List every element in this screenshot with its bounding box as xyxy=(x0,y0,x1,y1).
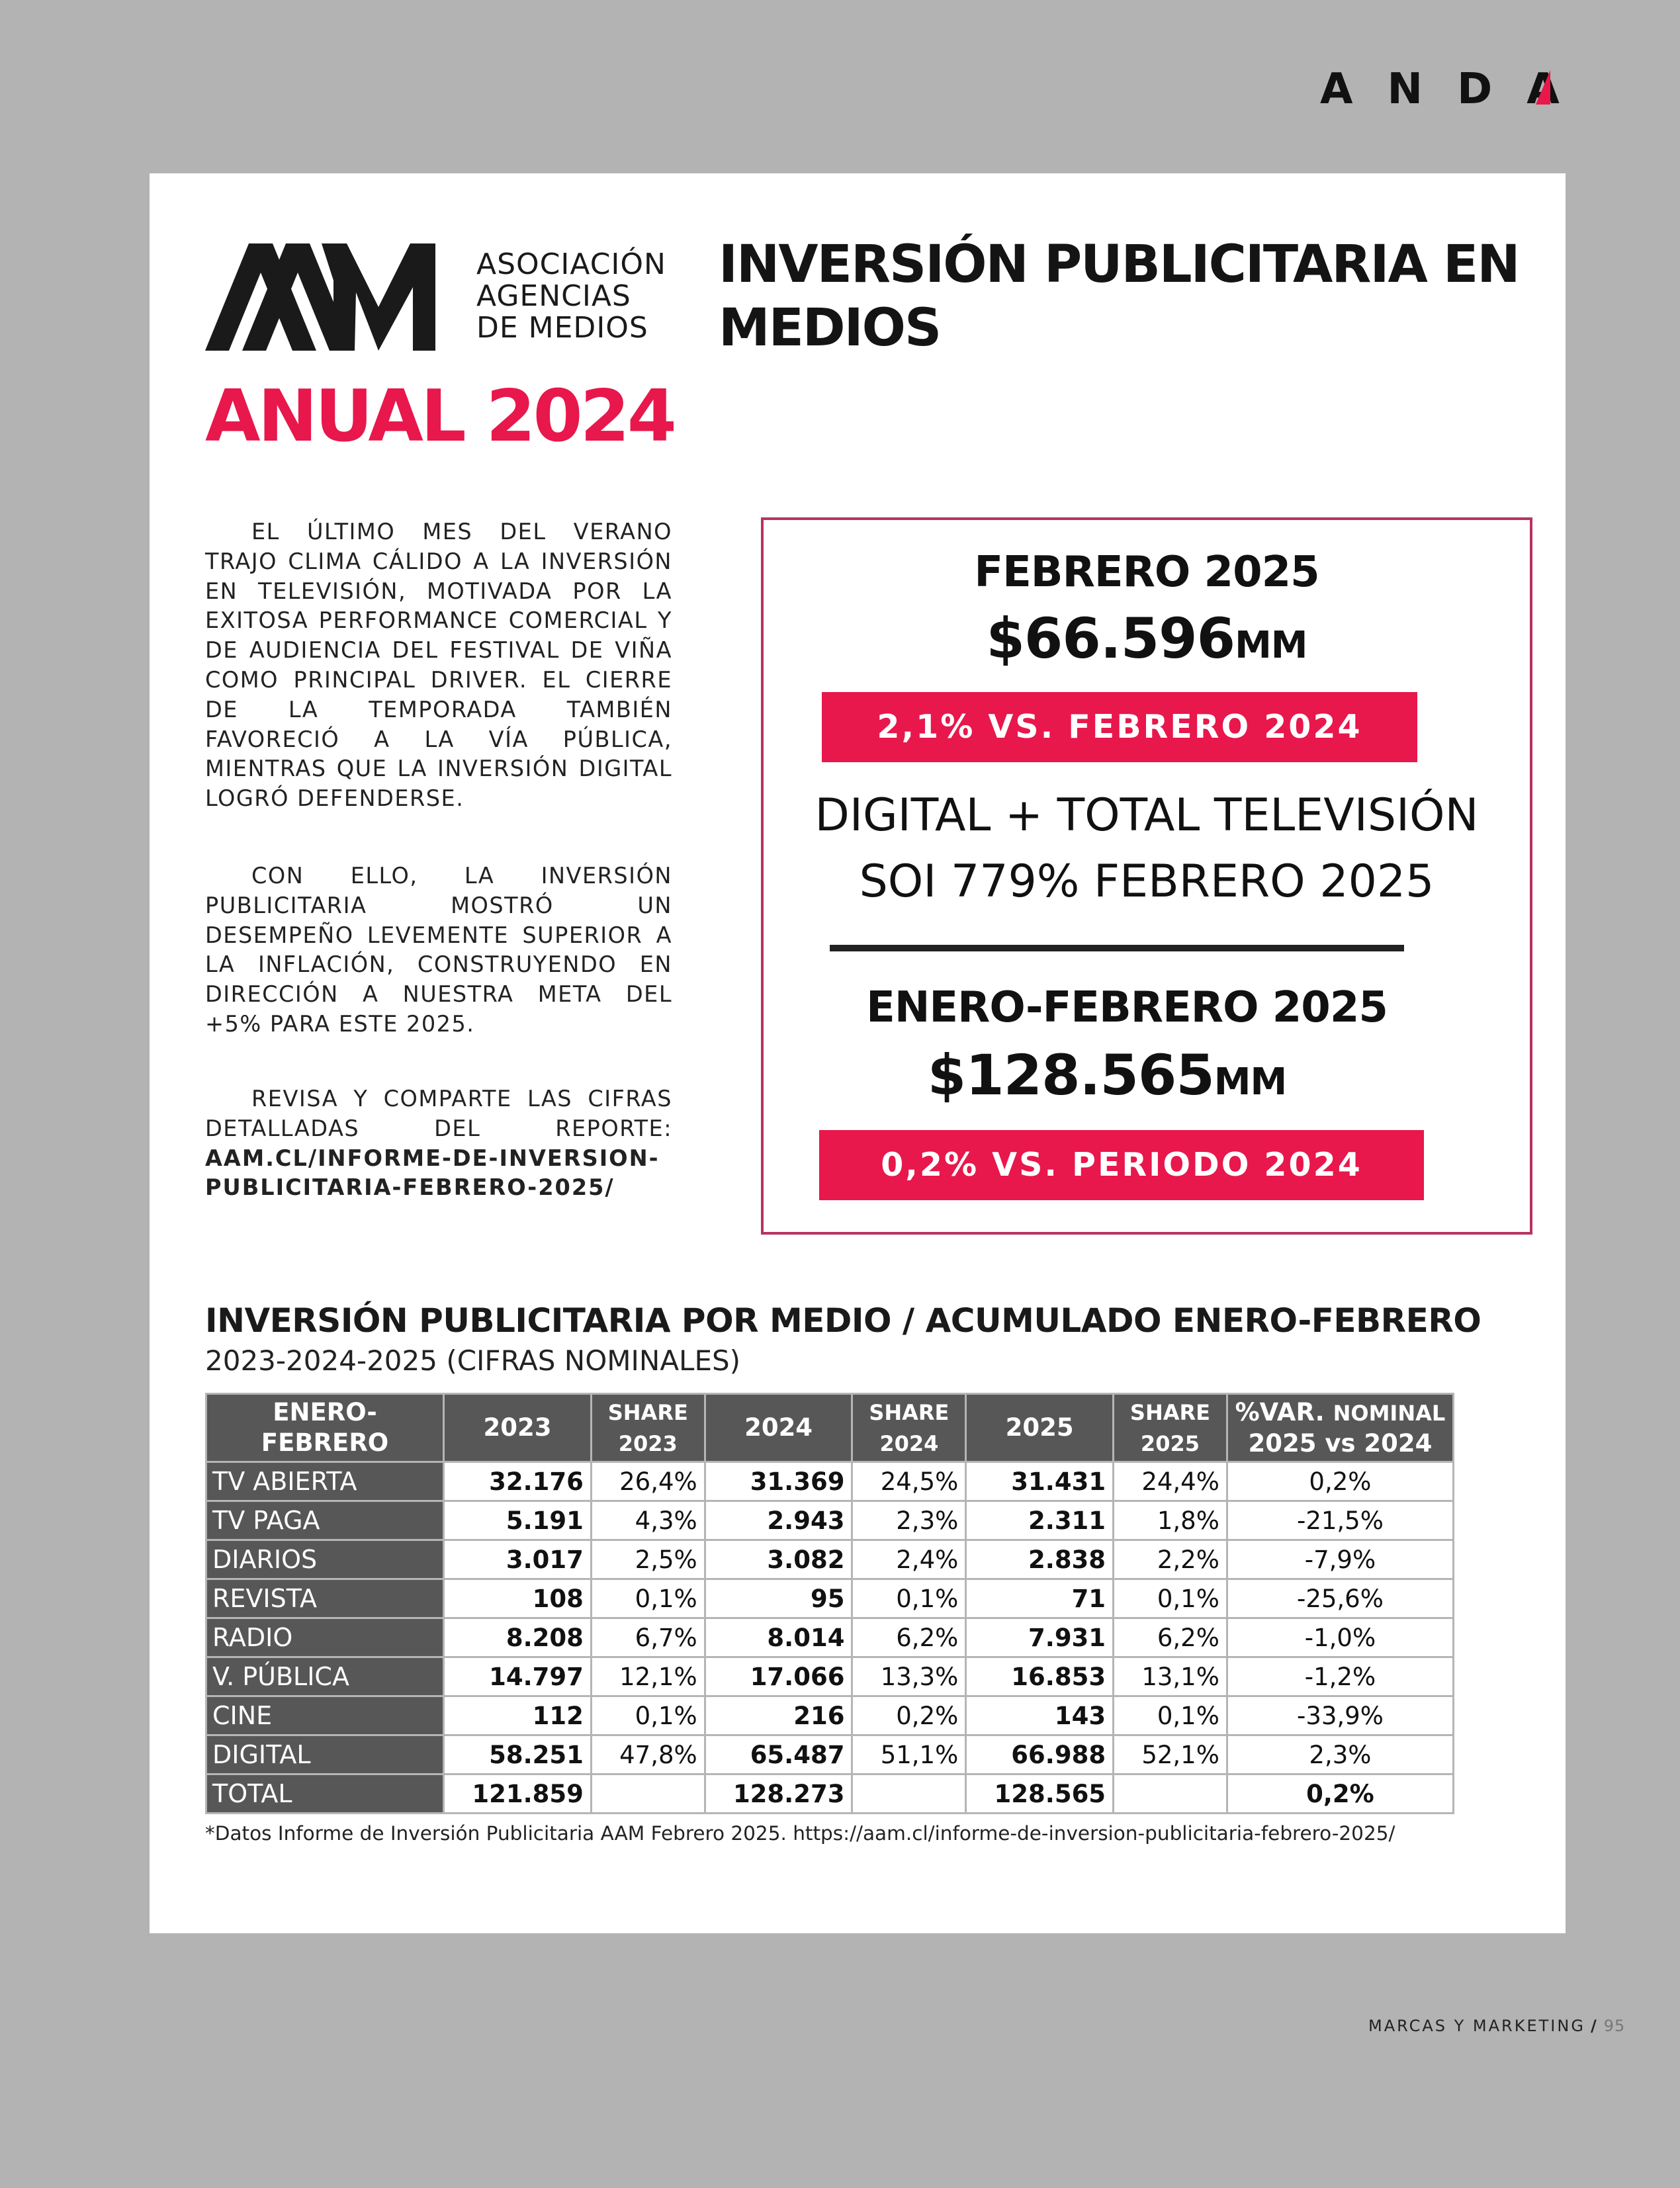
highlight-box xyxy=(761,517,1532,1235)
header-2023: 2023 xyxy=(444,1394,592,1462)
cell-share-2023: 4,3% xyxy=(591,1501,705,1540)
cell-2024: 65.487 xyxy=(705,1735,852,1774)
month-amount-unit: MM xyxy=(1235,624,1307,667)
cell-2023: 58.251 xyxy=(444,1735,592,1774)
anda-logo xyxy=(1320,66,1560,112)
cell-share-2023: 2,5% xyxy=(591,1540,705,1579)
header-share-2025: SHARE 2025 xyxy=(1114,1394,1227,1462)
cell-share-2025: 2,2% xyxy=(1114,1540,1227,1579)
cell-medio: CINE xyxy=(206,1696,444,1735)
cell-2024: 8.014 xyxy=(705,1618,852,1657)
cell-variation: 0,2% xyxy=(1227,1774,1453,1814)
article-card xyxy=(150,173,1566,1933)
table-header-row xyxy=(206,1394,1454,1462)
cell-2023: 112 xyxy=(444,1696,592,1735)
cell-2023: 108 xyxy=(444,1579,592,1618)
ytd-amount-value: $128.565 xyxy=(927,1043,1214,1108)
ytd-label: ENERO-FEBRERO 2025 xyxy=(866,983,1388,1032)
aam-logo-line-3: DE MEDIOS xyxy=(476,311,648,345)
cell-variation: -7,9% xyxy=(1227,1540,1453,1579)
table-title: INVERSIÓN PUBLICITARIA POR MEDIO / ACUMULADO ENERO-FEBRERO xyxy=(205,1301,1481,1340)
highlight-divider xyxy=(830,945,1404,951)
cell-variation: -25,6% xyxy=(1227,1579,1453,1618)
cell-medio: V. PÚBLICA xyxy=(206,1657,444,1696)
aam-logo-name xyxy=(476,249,666,344)
cell-share-2025: 6,2% xyxy=(1114,1618,1227,1657)
cell-2025: 16.853 xyxy=(966,1657,1114,1696)
cell-variation: 2,3% xyxy=(1227,1735,1453,1774)
cell-2024: 17.066 xyxy=(705,1657,852,1696)
cell-2024: 216 xyxy=(705,1696,852,1735)
cell-share-2024: 6,2% xyxy=(852,1618,966,1657)
table-row xyxy=(206,1579,1454,1618)
cell-share-2025: 0,1% xyxy=(1114,1696,1227,1735)
cell-2023: 32.176 xyxy=(444,1462,592,1501)
table-subtitle: 2023-2024-2025 (CIFRAS NOMINALES) xyxy=(205,1344,741,1377)
cell-share-2024: 0,2% xyxy=(852,1696,966,1735)
table-row xyxy=(206,1657,1454,1696)
paragraph-3-intro: REVISA Y COMPARTE LAS CIFRAS DETALLADAS DEL REPORTE: xyxy=(205,1086,672,1141)
cell-2023: 3.017 xyxy=(444,1540,592,1579)
cell-share-2025: 13,1% xyxy=(1114,1657,1227,1696)
cell-2023: 121.859 xyxy=(444,1774,592,1814)
cell-2025: 2.838 xyxy=(966,1540,1114,1579)
cell-medio: REVISTA xyxy=(206,1579,444,1618)
cell-share-2024: 24,5% xyxy=(852,1462,966,1501)
cell-share-2023: 0,1% xyxy=(591,1579,705,1618)
cell-share-2024: 2,3% xyxy=(852,1501,966,1540)
anda-logo-accent xyxy=(1536,70,1550,105)
cell-medio: RADIO xyxy=(206,1618,444,1657)
cell-medio: TOTAL xyxy=(206,1774,444,1814)
cell-share-2024 xyxy=(852,1774,966,1814)
cell-share-2023 xyxy=(591,1774,705,1814)
table-row xyxy=(206,1462,1454,1501)
cell-share-2025: 0,1% xyxy=(1114,1579,1227,1618)
cell-2024: 95 xyxy=(705,1579,852,1618)
month-amount xyxy=(764,606,1530,671)
cell-share-2024: 13,3% xyxy=(852,1657,966,1696)
aam-logo-line-2: AGENCIAS xyxy=(476,279,631,313)
table-row xyxy=(206,1618,1454,1657)
ytd-amount xyxy=(724,1043,1490,1108)
cell-share-2023: 47,8% xyxy=(591,1735,705,1774)
cell-share-2023: 26,4% xyxy=(591,1462,705,1501)
page-footer xyxy=(1368,2017,1625,2035)
cell-share-2025 xyxy=(1114,1774,1227,1814)
table-row xyxy=(206,1735,1454,1774)
cell-2023: 5.191 xyxy=(444,1501,592,1540)
cell-2023: 8.208 xyxy=(444,1618,592,1657)
header-share-2024: SHARE 2024 xyxy=(852,1394,966,1462)
investment-table xyxy=(205,1393,1454,1814)
cell-variation: -33,9% xyxy=(1227,1696,1453,1735)
cell-medio: TV ABIERTA xyxy=(206,1462,444,1501)
soi-line-2: SOI 779% FEBRERO 2025 xyxy=(859,855,1435,908)
cell-variation: -21,5% xyxy=(1227,1501,1453,1540)
cell-2024: 2.943 xyxy=(705,1501,852,1540)
header-2024: 2024 xyxy=(705,1394,852,1462)
article-title: INVERSIÓN PUBLICITARIA EN MEDIOS xyxy=(719,235,1519,358)
cell-2023: 14.797 xyxy=(444,1657,592,1696)
cell-share-2024: 51,1% xyxy=(852,1735,966,1774)
cell-2025: 31.431 xyxy=(966,1462,1114,1501)
soi-line-1: DIGITAL + TOTAL TELEVISIÓN xyxy=(815,789,1479,842)
cell-medio: TV PAGA xyxy=(206,1501,444,1540)
header-2025: 2025 xyxy=(966,1394,1114,1462)
header-period: ENERO-FEBRERO xyxy=(206,1394,444,1462)
cell-2024: 31.369 xyxy=(705,1462,852,1501)
cell-medio: DIGITAL xyxy=(206,1735,444,1774)
article-subtitle: ANUAL 2024 xyxy=(205,375,674,458)
header-variation: %VAR. NOMINAL 2025 vs 2024 xyxy=(1227,1394,1453,1462)
footer-separator: / xyxy=(1590,2017,1599,2035)
aam-logo-mark xyxy=(205,241,457,353)
cell-share-2024: 2,4% xyxy=(852,1540,966,1579)
cell-variation: -1,2% xyxy=(1227,1657,1453,1696)
table-row xyxy=(206,1501,1454,1540)
cell-2025: 2.311 xyxy=(966,1501,1114,1540)
cell-share-2025: 1,8% xyxy=(1114,1501,1227,1540)
table-body xyxy=(206,1462,1454,1814)
paragraph-2: CON ELLO, LA INVERSIÓN PUBLICITARIA MOSTRÓ UN DESEMPEÑO LEVEMENTE SUPERIOR A LA INFLACIÓN, CONSTRUYENDO EN DIRECCIÓN A NUESTRA META DEL +5% PARA ESTE 2025. xyxy=(205,863,672,1037)
header-share-2023: SHARE 2023 xyxy=(591,1394,705,1462)
cell-2024: 3.082 xyxy=(705,1540,852,1579)
report-link[interactable]: AAM.CL/INFORME-DE-INVERSION-PUBLICITARIA-FEBRERO-2025/ xyxy=(205,1145,660,1201)
paragraph-3 xyxy=(205,1084,672,1203)
table-row xyxy=(206,1774,1454,1814)
cell-2025: 143 xyxy=(966,1696,1114,1735)
ytd-variation-badge: 0,2% VS. PERIODO 2024 xyxy=(819,1130,1424,1200)
anda-logo-text-start: AND xyxy=(1320,65,1527,114)
cell-share-2024: 0,1% xyxy=(852,1579,966,1618)
cell-share-2025: 52,1% xyxy=(1114,1735,1227,1774)
cell-2025: 66.988 xyxy=(966,1735,1114,1774)
cell-share-2023: 6,7% xyxy=(591,1618,705,1657)
aam-logo-line-1: ASOCIACIÓN xyxy=(476,247,666,281)
cell-medio: DIARIOS xyxy=(206,1540,444,1579)
month-label: FEBRERO 2025 xyxy=(974,548,1319,597)
footer-section: MARCAS Y MARKETING xyxy=(1368,2017,1585,2035)
table-row xyxy=(206,1696,1454,1735)
cell-variation: -1,0% xyxy=(1227,1618,1453,1657)
cell-2025: 71 xyxy=(966,1579,1114,1618)
cell-share-2025: 24,4% xyxy=(1114,1462,1227,1501)
cell-2024: 128.273 xyxy=(705,1774,852,1814)
page-number: 95 xyxy=(1603,2017,1626,2035)
aam-logo xyxy=(205,241,666,353)
cell-2025: 128.565 xyxy=(966,1774,1114,1814)
table-footnote: *Datos Informe de Inversión Publicitaria AAM Febrero 2025. https://aam.cl/informe-de-inversion-publicitaria-febrero-2025/ xyxy=(205,1822,1395,1845)
anda-logo-last-letter: A xyxy=(1526,65,1560,114)
month-variation-badge: 2,1% VS. FEBRERO 2024 xyxy=(822,692,1417,762)
cell-variation: 0,2% xyxy=(1227,1462,1453,1501)
month-amount-value: $66.596 xyxy=(986,606,1235,671)
table-row xyxy=(206,1540,1454,1579)
cell-share-2023: 12,1% xyxy=(591,1657,705,1696)
ytd-amount-unit: MM xyxy=(1214,1061,1287,1104)
cell-2025: 7.931 xyxy=(966,1618,1114,1657)
cell-share-2023: 0,1% xyxy=(591,1696,705,1735)
paragraph-1: EL ÚLTIMO MES DEL VERANO TRAJO CLIMA CÁLIDO A LA INVERSIÓN EN TELEVISIÓN, MOTIVADA POR LA EXITOSA PERFORMANCE COMERCIAL Y DE AUDIENCIA DEL FESTIVAL DE VIÑA COMO PRINCIPAL DRIVER. EL CIERRE DE LA TEMPORADA TAMBIÉN FAVORECIÓ A LA VÍA PÚBLICA, MIENTRAS QUE LA INVERSIÓN DIGITAL LOGRÓ DEFENDERSE. xyxy=(205,519,672,812)
